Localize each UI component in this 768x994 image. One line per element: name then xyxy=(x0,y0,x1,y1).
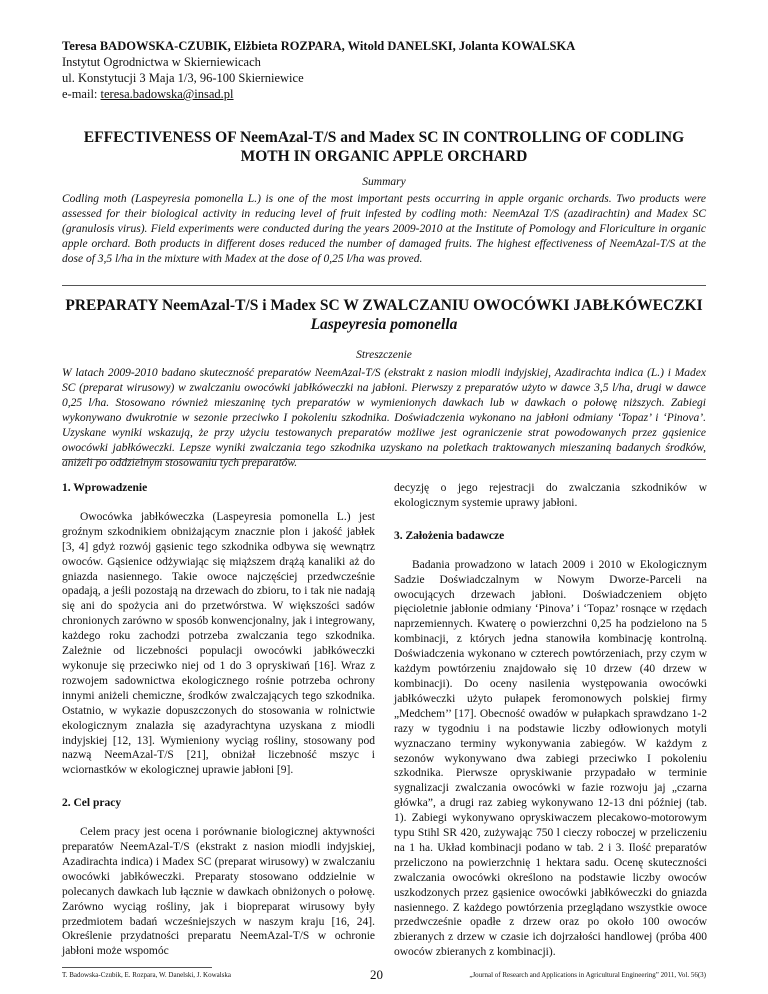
english-title: EFFECTIVENESS OF NeemAzal-T/S and Madex SC IN CONTROLLING OF CODLING MOTH IN ORGANIC APPLE ORCHARD xyxy=(83,129,685,165)
section-heading-2: 2. Cel pracy xyxy=(62,797,122,810)
section-2-continuation: decyzję o jego rejestracji do zwalczania szkodników w ekologicznym systemie uprawy jabłoni. xyxy=(394,482,707,509)
polish-title xyxy=(62,296,706,334)
authors: Teresa BADOWSKA-CZUBIK, Elżbieta ROZPARA, Witold DANELSKI, Jolanta KOWALSKA xyxy=(62,39,576,53)
section-3-text: Badania prowadzono w latach 2009 i 2010 w Ekologicznym Sadzie Doświadczalnym w Nowym Dworze-Parceli na owocujących drzewach jabłoni. Doświadczeniem objęto pięcioletnie jabłonie odmiany ‘Pinova’ i ‘Topaz’ rosnące w rzędach naprzemiennych. Kwaterę o powierzchni 0,25 ha podzielono na 5 kombinacji, z których jedna stanowiła kombinację kontrolną. Doświadczenia wykonano w czterech powtórzeniach, przy czym w każdym powtórzeniu znajdowało się 10 drzew (40 drzew w kombinacji). Do oceny nasilenia występowania owocówki jabłkóweczki użyto pułapek feromonowych polskiej firmy „Medchem’’ [17]. Obecność owadów w pułapkach sprawdzano 1-2 razy w tygodniu i na podstawie liczby odłowionych motyli wyznaczano terminy wykonywania zabiegów. W każdym z sezonów wykonywano dwa zabiegi przeciwko I pokoleniu szkodnika. Pierwsze opryskiwanie przypadało w terminie sygnalizacji zwalczania owocówki w fazie rozwoju jaj „czarna główka”, a drugi raz zabieg wykonywano 12-13 dni później (tab. 1). Zabiegi wykonywano opryskiwaczem plecakowo-motorowym typu Stihl SR 420, zużywając 750 l cieczy roboczej w przeliczeniu na 1 ha. Układ kombinacji podano w tab. 2 i 3. Ilość preparatów przeliczono na powierzchnię 1 hektara sadu. Ocenę skuteczności zwalczania owocówki określono na podstawie liczby owoców uszkodzonych przez gąsienice owocówki jabłkóweczki do gniazda nasiennego. Z każdego powtórzenia przeglądano wszystkie owoce przedwcześnie opadłe z drzew oraz po około 100 owoców zbieranych z drzew w czasie ich dojrzałości handlowej (próba 400 owoców zbieranych z kombinacji). xyxy=(394,558,707,959)
email-link[interactable]: teresa.badowska@insad.pl xyxy=(100,87,234,101)
page-number: 20 xyxy=(370,967,383,982)
summary-heading: Summary xyxy=(362,176,406,188)
address: ul. Konstytucji 3 Maja 1/3, 96-100 Skierniewice xyxy=(62,71,304,85)
right-column xyxy=(394,481,707,960)
streszczenie-heading: Streszczenie xyxy=(356,349,412,361)
divider xyxy=(62,285,706,286)
section-1-text: Owocówka jabłkóweczka (Laspeyresia pomonella L.) jest groźnym szkodnikiem obniżającym znacznie plon i jakość jabłek [3, 4] gdyż rozwój gąsienic tego szkodnika odbywa się wewnątrz owoców. Gąsienice odżywiając się miąższem drążą kanaliki aż do gniazda nasiennego. Takie owoce najczęściej przedwcześnie opadają, a jeśli pozostają na drzewach do zbioru, to i tak nie nadają się ani do spożycia ani do przetwórstwa. W większości sadów chronionych zarówno w sposób konwencjonalny, jak i integrowany, każdego roku zachodzi potrzeba zwalczania tego szkodnika. Zależnie od liczebności populacji owocówki jabłkóweczki wykonuje się przeciwko niej od 1 do 3 opryskiwań [16]. Wraz z rozwojem sadownictwa ekologicznego rośnie potrzeba ochrony innymi aniżeli chemiczne, środków zwalczających tego szkodnika. Ostatnio, w wykazie dopuszczonych do stosowania w rolnictwie ekologicznym znalazła się azadyrachtyna uzyskana z miodli indyjskiej [12, 13]. Wymieniony wyciąg rośliny, stosowany pod nazwą NeemAzal-T/S [21], obniżał liczebność mszyc i wciornastków w ekologicznej uprawie jabłoni [9]. xyxy=(62,510,375,777)
institute: Instytut Ogrodnictwa w Skierniewicach xyxy=(62,55,261,69)
email-label: e-mail: xyxy=(62,87,101,101)
author-block xyxy=(62,38,722,102)
footer-authors: T. Badowska-Czubik, E. Rozpara, W. Danelski, J. Kowalska xyxy=(62,971,232,979)
section-heading-3: 3. Założenia badawcze xyxy=(394,529,505,542)
divider xyxy=(62,459,706,460)
polish-summary: W latach 2009-2010 badano skuteczność preparatów NeemAzal-T/S (ekstrakt z nasion miodli indyjskiej, Azadirachta indica (L.) i Madex SC (preparat wirusowy) w zwalczaniu owocówki jabłkóweczki na jabłoni. Pierwszy z preparatów użyto w dawce 3,5 l/ha, drugi w dawce 0,25 l/ha. Stosowano również mieszaninę tych preparatów w wymienionych dawkach lub w dawkach o połowę niższych. Zabiegi wykonywano dwukrotnie w sezonie przeciwko I pokoleniu szkodnika. Doświadczenia wykonano na jabłoni odmiany ‘Topaz’ i ‘Pinova’. Uzyskane wyniki wskazują, że przy użyciu testowanych preparatów możliwe jest ograniczenie strat powodowanych przez gąsienice owocówki jabłkóweczki. Lepsze wyniki zwalczania tego szkodnika uzyskano na poletkach traktowanych mieszaniną badanych środków, aniżeli po oddzielnym stosowaniu tych preparatów. xyxy=(62,367,706,469)
polish-title-line1: PREPARATY NeemAzal-T/S i Madex SC W ZWALCZANIU OWOCÓWKI JABŁKÓWECZKI xyxy=(65,297,703,314)
footer-divider xyxy=(62,967,212,968)
section-heading-1: 1. Wprowadzenie xyxy=(62,482,148,494)
english-summary: Codling moth (Laspeyresia pomonella L.) is one of the most important pests occurring in apple organic orchards. Two products were assessed for their biological activity in reducing level of fruit infested by codling moth: NeemAzal T/S (azadirachtin) and Madex SC (granulosis virus). Field experiments were conducted during the years 2009-2010 at the Institute of Pomology and Floriculture in organic apple orchard. Both products in different doses reduced the number of damaged fruits. The highest effectiveness of NeemAzal-T/S at the dose of 3,5 l/ha in the mixture with Madex at the dose of 0,25 l/ha was proved. xyxy=(62,193,706,265)
email-line xyxy=(62,86,722,102)
left-column xyxy=(62,481,375,959)
footer-journal: „Journal of Research and Applications in Agricultural Engineering” 2011, Vol. 56(3) xyxy=(469,971,706,979)
polish-title-line2: Laspeyresia pomonella xyxy=(310,316,458,333)
section-2-text: Celem pracy jest ocena i porównanie biologicznej aktywności preparatów NeemAzal-T/S (ekstrakt z nasion miodli indyjskiej, Azadirachta indica) i Madex SC (preparat wirusowy) w zwalczaniu owocówki jabłkóweczki. Preparaty stosowano oddzielnie w polecanych dawkach lub łącznie w dawkach obniżonych o połowę. Zarówno wyciąg rośliny, jak i biopreparat wirusowy były przedmiotem badań wcześniejszych w naszym kraju [16, 24]. Określenie przydatności preparatu NeemAzal-T/S w ochronie jabłoni może wspomóc xyxy=(62,826,375,958)
